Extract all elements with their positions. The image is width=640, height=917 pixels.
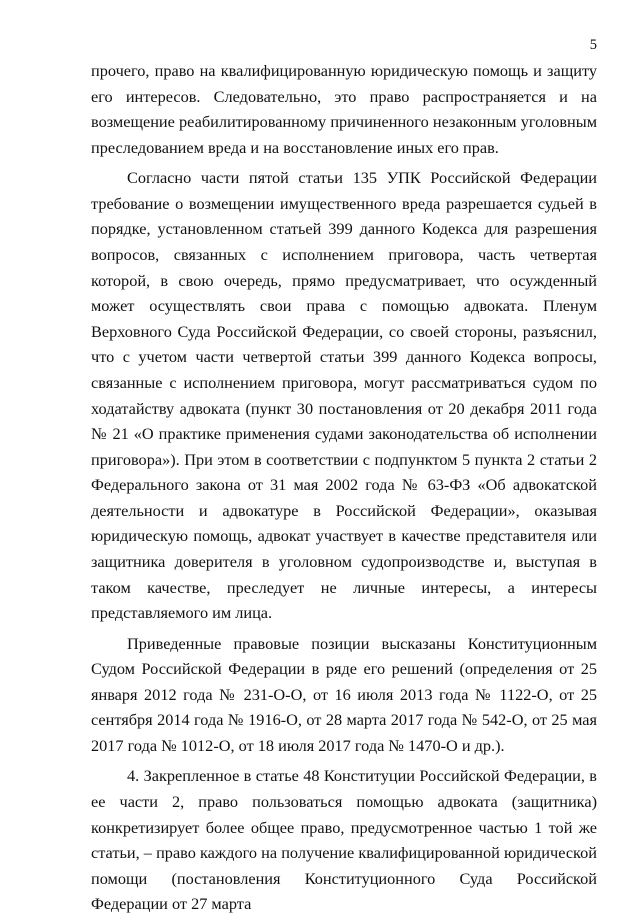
- paragraph-2: Согласно части пятой статьи 135 УПК Российской Федерации требование о возмещении имущественного вреда разрешается судьей в порядке, установленном статьей 399 данного Кодекса для разрешения вопросов, связанных с исполнением приговора, часть четвертая которой, в свою очередь, прямо предусматривает, что осужденный может осуществлять свои права с помощью адвоката. Пленум Верховного Суда Российской Федерации, со своей стороны, разъяснил, что с учетом части четвертой статьи 399 данного Кодекса вопросы, связанные с исполнением приговора, могут рассматриваться судом по ходатайству адвоката (пункт 30 постановления от 20 декабря 2011 года № 21 «О практике применения судами законодательства об исполнении приговора»). При этом в соответствии с подпунктом 5 пункта 2 статьи 2 Федерального закона от 31 мая 2002 года № 63-ФЗ «Об адвокатской деятельности и адвокатуре в Российской Федерации», оказывая юридическую помощь, адвокат участвует в качестве представителя или защитника доверителя в уголовном судопроизводстве и, выступая в таком качестве, преследует не личные интересы, а интересы представляемого им лица.: [91, 168, 597, 623]
- paragraph-1: прочего, право на квалифицированную юридическую помощь и защиту его интересов. Следовательно, это право распространяется и на возмещение реабилитированному причиненного незаконным уголовным преследованием вреда и на восстановление иных его прав.: [91, 61, 597, 157]
- paragraph-3: Приведенные правовые позиции высказаны Конституционным Судом Российской Федерации в ряде его решений (определения от 25 января 2012 года № 231-О-О, от 16 июля 2013 года № 1122-О, от 25 сентября 2014 года № 1916-О, от 28 марта 2017 года № 542-О, от 25 мая 2017 года № 1012-О, от 18 июля 2017 года № 1470-О и др.).: [91, 633, 597, 756]
- document-body: [91, 58, 597, 917]
- paragraph-4: 4. Закрепленное в статье 48 Конституции Российской Федерации, в ее части 2, право пользоваться помощью адвоката (защитника) конкретизирует более общее право, предусмотренное частью 1 той же статьи, – право каждого на получение квалифицированной юридической помощи (постановления Конституционного Суда Российской Федерации от 27 марта: [91, 766, 597, 914]
- page-number: 5: [589, 37, 597, 53]
